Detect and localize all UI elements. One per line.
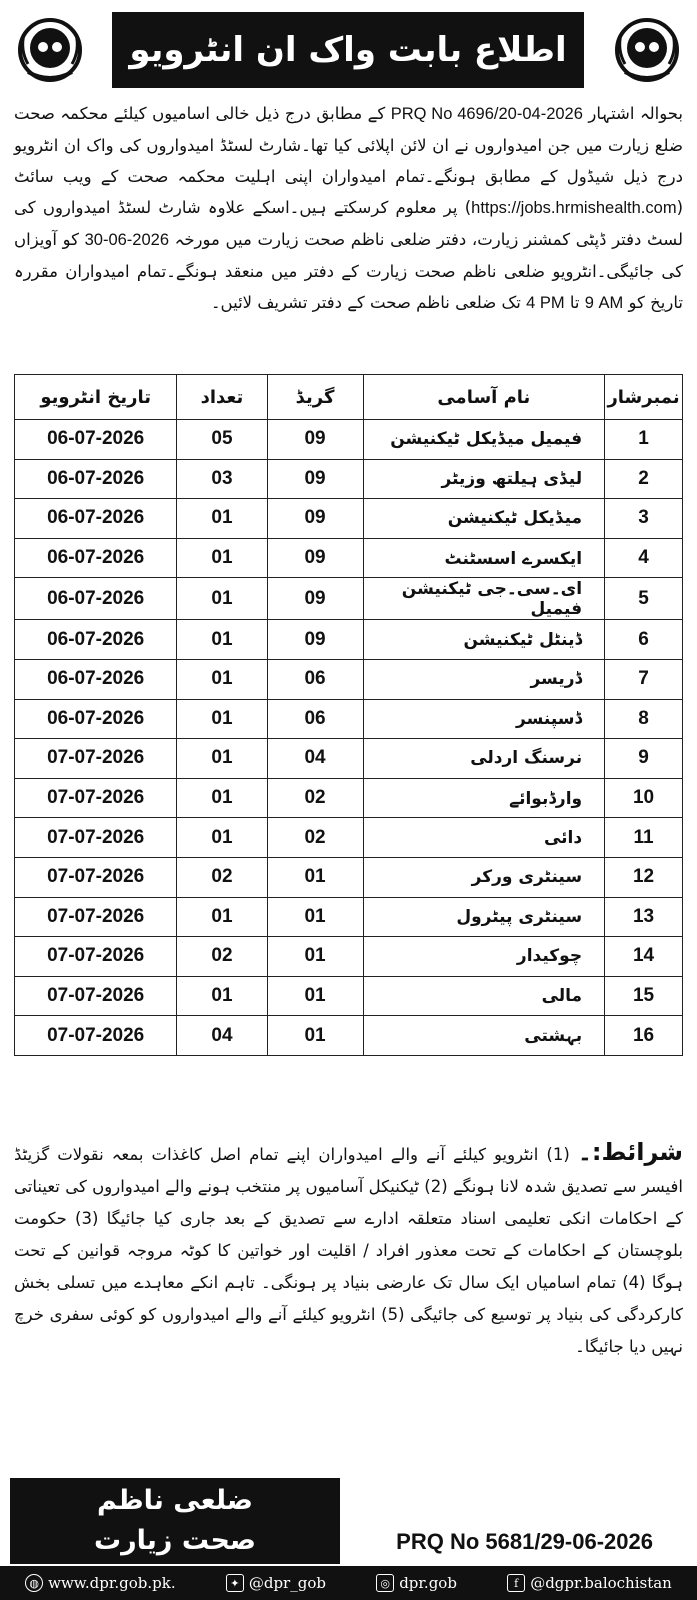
cell-count: 01 <box>177 699 267 739</box>
cell-date: 06-07-2026 <box>15 538 177 578</box>
cell-count: 01 <box>177 499 267 539</box>
table-row <box>15 538 683 578</box>
cell-post: نرسنگ اردلی <box>363 739 605 779</box>
cell-serial: 11 <box>605 818 683 858</box>
cell-grade: 09 <box>267 578 363 620</box>
cell-date: 06-07-2026 <box>15 659 177 699</box>
conditions-heading: شرائط:۔ <box>577 1138 683 1166</box>
cell-grade: 01 <box>267 897 363 937</box>
intro-text-2: کے مطابق درج ذیل خالی اسامیوں کیلئے محکمہ صحت ضلع زیارت میں جن امیدواروں نے ان لائن اپلائی کیا تھا۔شارٹ لسٹڈ امیدواروں کی واک ان انٹرویو درج ذیل شیڈول کے مطابق ہونگے۔تمام امیدواران اپنی اہلیت محکمہ صحت کے ویب سائٹ ( <box>14 104 683 217</box>
cell-count: 04 <box>177 1016 267 1056</box>
cell-count: 01 <box>177 620 267 660</box>
cell-count: 03 <box>177 459 267 499</box>
social-instagram[interactable] <box>376 1574 457 1592</box>
cell-date: 06-07-2026 <box>15 620 177 660</box>
cell-date: 06-07-2026 <box>15 420 177 460</box>
cell-date: 06-07-2026 <box>15 499 177 539</box>
social-instagram-text: dpr.gob <box>399 1574 457 1592</box>
cell-post: دائی <box>363 818 605 858</box>
time-separator: تا <box>569 293 580 312</box>
cell-post: لیڈی ہیلتھ وزیٹر <box>363 459 605 499</box>
cell-grade: 09 <box>267 620 363 660</box>
table-row <box>15 937 683 977</box>
cell-count: 02 <box>177 937 267 977</box>
cell-count: 01 <box>177 778 267 818</box>
cell-serial: 14 <box>605 937 683 977</box>
table-row <box>15 739 683 779</box>
intro-paragraph <box>14 98 683 319</box>
cell-count: 01 <box>177 976 267 1016</box>
cell-serial: 3 <box>605 499 683 539</box>
table-row <box>15 659 683 699</box>
table-row <box>15 578 683 620</box>
cell-grade: 09 <box>267 459 363 499</box>
cell-serial: 4 <box>605 538 683 578</box>
footer-prq-number: PRQ No 5681/29-06-2026 <box>396 1529 653 1554</box>
table-row <box>15 499 683 539</box>
intro-text-5: تک ضلعی ناظم صحت کے دفتر تشریف لائیں۔ <box>210 293 521 312</box>
cell-serial: 10 <box>605 778 683 818</box>
cell-serial: 6 <box>605 620 683 660</box>
cell-post: سینٹری ورکر <box>363 857 605 897</box>
cell-serial: 13 <box>605 897 683 937</box>
cell-count: 01 <box>177 659 267 699</box>
cell-serial: 1 <box>605 420 683 460</box>
cell-serial: 5 <box>605 578 683 620</box>
cell-post: ڈسپنسر <box>363 699 605 739</box>
cell-count: 05 <box>177 420 267 460</box>
cell-date: 07-07-2026 <box>15 1016 177 1056</box>
cell-date: 07-07-2026 <box>15 739 177 779</box>
cell-date: 07-07-2026 <box>15 976 177 1016</box>
header-serial: نمبرشار <box>605 375 683 420</box>
social-bar <box>0 1566 697 1600</box>
signature-line-2: صحت زیارت <box>93 1525 257 1556</box>
cell-date: 07-07-2026 <box>15 818 177 858</box>
header-date: تاریخ انٹرویو <box>15 375 177 420</box>
cell-grade: 09 <box>267 499 363 539</box>
cell-grade: 01 <box>267 937 363 977</box>
cell-post: فیمیل میڈیکل ٹیکنیشن <box>363 420 605 460</box>
cell-date: 07-07-2026 <box>15 857 177 897</box>
website-link[interactable]: https://jobs.hrmishealth.com <box>471 199 677 217</box>
cell-serial: 7 <box>605 659 683 699</box>
header-grade: گریڈ <box>267 375 363 420</box>
cell-count: 01 <box>177 739 267 779</box>
vacancy-table <box>14 374 683 1056</box>
intro-text-1: بحوالہ اشتہار <box>588 104 684 123</box>
social-twitter[interactable] <box>226 1574 326 1592</box>
social-facebook-text: @dgpr.balochistan <box>530 1574 672 1592</box>
cell-post: میڈیکل ٹیکنیشن <box>363 499 605 539</box>
table-row <box>15 857 683 897</box>
cell-count: 01 <box>177 818 267 858</box>
cell-date: 07-07-2026 <box>15 937 177 977</box>
twitter-icon: ✦ <box>226 1574 244 1592</box>
table-row <box>15 420 683 460</box>
instagram-icon: ◎ <box>376 1574 394 1592</box>
prq-reference: PRQ No 4696/20-04-2026 <box>390 105 583 123</box>
cell-post: ڈریسر <box>363 659 605 699</box>
cell-count: 01 <box>177 538 267 578</box>
table-row <box>15 620 683 660</box>
cell-serial: 9 <box>605 739 683 779</box>
intro-text-4: کو آویزاں کی جائیگی۔انٹرویو ضلعی ناظم صحت زیارت کے دفتر میں منعقد ہونگے۔تمام امیدواران مقررہ تاریخ کو <box>14 230 683 312</box>
conditions-text: (1) انٹرویو کیلئے آنے والے امیدواران اپنے تمام اصل کاغذات بمعہ نقولات گزیٹڈ افیسر سے تصدیق شدہ لانا ہونگے (2) ٹیکنیکل آسامیوں پر منتخب ہونے والے امیدواروں کی تعیناتی کے احکامات انکی تعلیمی اسناد متعلقہ ادارے سے تصدیق کے بعد جاری کیا جائیگا (3) حکومت بلوچستان کے احکامات کے تحت معذور افراد / اقلیت اور خواتین کا کوٹہ مروجہ قوانین کے تحت ہوگا (4) تمام اسامیاں ایک سال تک عارضی بنیاد پر ہونگی۔ تاہم انکے معاہدے میں تسلی بخش کارکردگی کی بنیاد پر توسیع کی جائیگی (5) انٹرویو کیلئے آنے والے امیدواروں کو کوئی سفری خرچ نہیں دیا جائیگا۔ <box>14 1145 684 1356</box>
table-row <box>15 976 683 1016</box>
cell-post: ایکسرے اسسٹنٹ <box>363 538 605 578</box>
posting-date: 30-06-2026 <box>84 231 170 249</box>
table-row <box>15 818 683 858</box>
social-facebook[interactable] <box>507 1574 672 1592</box>
cell-grade: 01 <box>267 1016 363 1056</box>
globe-icon: ◍ <box>25 1574 43 1592</box>
facebook-icon: f <box>507 1574 525 1592</box>
time-from: 9 AM <box>584 294 624 312</box>
cell-post: چوکیدار <box>363 937 605 977</box>
cell-post: وارڈبوائے <box>363 778 605 818</box>
cell-date: 06-07-2026 <box>15 699 177 739</box>
cell-grade: 01 <box>267 976 363 1016</box>
table-row <box>15 459 683 499</box>
table-row <box>15 1016 683 1056</box>
emblem-icon <box>611 14 683 86</box>
table-row <box>15 778 683 818</box>
cell-grade: 09 <box>267 538 363 578</box>
cell-grade: 09 <box>267 420 363 460</box>
cell-serial: 8 <box>605 699 683 739</box>
cell-serial: 2 <box>605 459 683 499</box>
table-header-row <box>15 375 683 420</box>
cell-grade: 06 <box>267 699 363 739</box>
cell-count: 01 <box>177 578 267 620</box>
cell-date: 06-07-2026 <box>15 578 177 620</box>
cell-post: سینٹری پیٹرول <box>363 897 605 937</box>
cell-date: 07-07-2026 <box>15 778 177 818</box>
header-count: تعداد <box>177 375 267 420</box>
table-row <box>15 699 683 739</box>
cell-serial: 16 <box>605 1016 683 1056</box>
emblem-icon <box>14 14 86 86</box>
cell-grade: 04 <box>267 739 363 779</box>
cell-count: 02 <box>177 857 267 897</box>
cell-date: 06-07-2026 <box>15 459 177 499</box>
signature-block <box>10 1478 340 1564</box>
header-post: نام آسامی <box>363 375 605 420</box>
notice-title: اطلاع بابت واک ان انٹرویو <box>112 12 584 88</box>
cell-post: ای۔سی۔جی ٹیکنیشن فیمیل <box>363 578 605 620</box>
notice-header <box>0 0 697 96</box>
cell-count: 01 <box>177 897 267 937</box>
cell-post: بہشتی <box>363 1016 605 1056</box>
cell-post: مالی <box>363 976 605 1016</box>
time-to: 4 PM <box>526 294 565 312</box>
cell-serial: 12 <box>605 857 683 897</box>
signature-line-1: ضلعی ناظم <box>97 1485 253 1516</box>
cell-date: 07-07-2026 <box>15 897 177 937</box>
cell-grade: 06 <box>267 659 363 699</box>
cell-serial: 15 <box>605 976 683 1016</box>
cell-post: ڈینٹل ٹیکنیشن <box>363 620 605 660</box>
cell-grade: 02 <box>267 818 363 858</box>
social-website-text: www.dpr.gob.pk. <box>48 1574 176 1592</box>
cell-grade: 01 <box>267 857 363 897</box>
social-twitter-text: @dpr_gob <box>248 1574 326 1592</box>
social-website[interactable] <box>25 1574 175 1592</box>
cell-grade: 02 <box>267 778 363 818</box>
table-row <box>15 897 683 937</box>
conditions-section <box>14 1136 683 1363</box>
intro-text-3: ) پر معلوم کرسکتے ہیں۔اسکے علاوہ شارٹ لسٹڈ امیدواروں کی لسٹ دفتر ڈپٹی کمشنر زیارت، دفتر ضلعی ناظم صحت زیارت میں مورخہ <box>14 198 683 249</box>
